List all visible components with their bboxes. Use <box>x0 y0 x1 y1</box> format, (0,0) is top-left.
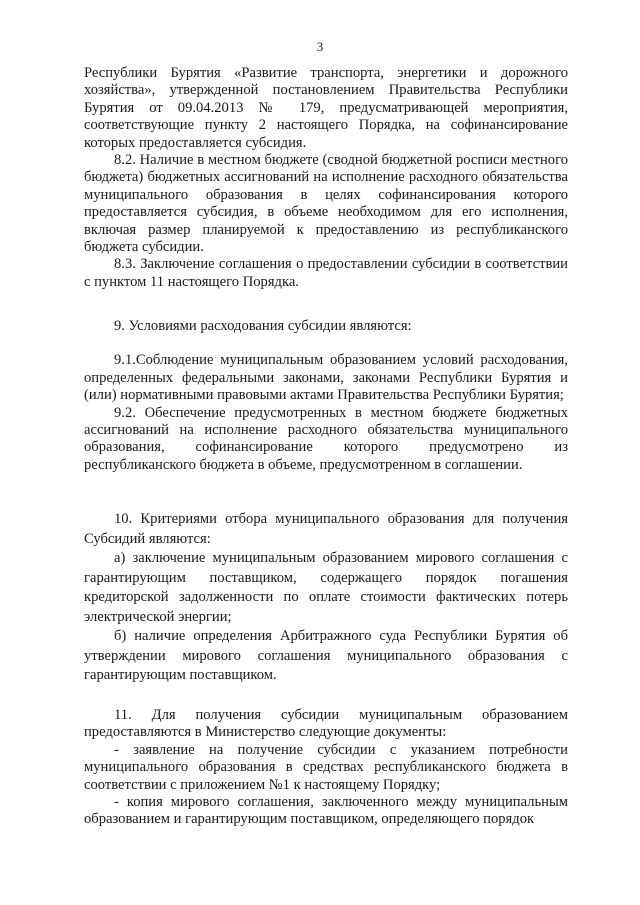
section-10 <box>84 510 568 686</box>
paragraph-10-heading: 10. Критериями отбора муниципального образования для получения Субсидий являются: <box>84 511 568 547</box>
section-9 <box>84 318 568 474</box>
paragraph-11-heading: 11. Для получения субсидии муниципальным образованием предоставляются в Министерство следующие документы: <box>84 707 568 741</box>
paragraph-10-b: б) наличие определения Арбитражного суда Республики Бурятия об утверждении мирового соглашения муниципального образования с гарантирующим поставщиком. <box>84 628 568 683</box>
paragraph-program-reference: Республики Бурятия «Развитие транспорта, энергетики и дорожного хозяйства», утвержденной постановлением Правительства Республики Бурятия от 09.04.2013 № 179, предусматривающей мероприятия, соответствующие пункту 2 настоящего Порядка, на софинансирование которых предоставляется субсидия. <box>84 65 568 151</box>
section-11 <box>84 707 568 829</box>
paragraph-9-1: 9.1.Соблюдение муниципальным образованием условий расходования, определенных федеральными законами, законами Республики Бурятия и (или) нормативными правовыми актами Правительства Республики Бурятия; <box>84 352 568 404</box>
page-number: 3 <box>316 39 324 54</box>
paragraph-10-a: а) заключение муниципальным образованием мирового соглашения с гарантирующим поставщиком, содержащего порядок погашения кредиторской задолженности по оплате стоимости фактических потерь электрической энергии; <box>84 550 568 625</box>
paragraph-9-heading: 9. Условиями расходования субсидии являются: <box>114 318 412 334</box>
paragraph-8-3: 8.3. Заключение соглашения о предоставлении субсидии в соответствии с пунктом 11 настоящего Порядка. <box>84 256 568 290</box>
paragraph-11-item-2: - копия мирового соглашения, заключенного между муниципальным образованием и гарантирующим поставщиком, определяющего порядок <box>84 794 568 828</box>
paragraph-11-item-1: - заявление на получение субсидии с указанием потребности муниципального образования в средствах республиканского бюджета в соответствии с приложением №1 к настоящему Порядку; <box>84 741 568 793</box>
paragraph-8-2: 8.2. Наличие в местном бюджете (сводной бюджетной росписи местного бюджета) бюджетных ассигнований на исполнение расходного обязательства муниципального образования в целях софинансирования которого предоставляется субсидия, в объеме необходимом для его исполнения, включая размер планируемой к предоставлению из республиканского бюджета субсидии. <box>84 152 568 256</box>
section-8-continuation <box>84 65 568 291</box>
paragraph-9-2: 9.2. Обеспечение предусмотренных в местном бюджете бюджетных ассигнований на исполнение расходного обязательства муниципального образования, софинансирование которого предусмотрено из республиканского бюджета в объеме, предусмотренном в соглашении. <box>84 404 568 473</box>
